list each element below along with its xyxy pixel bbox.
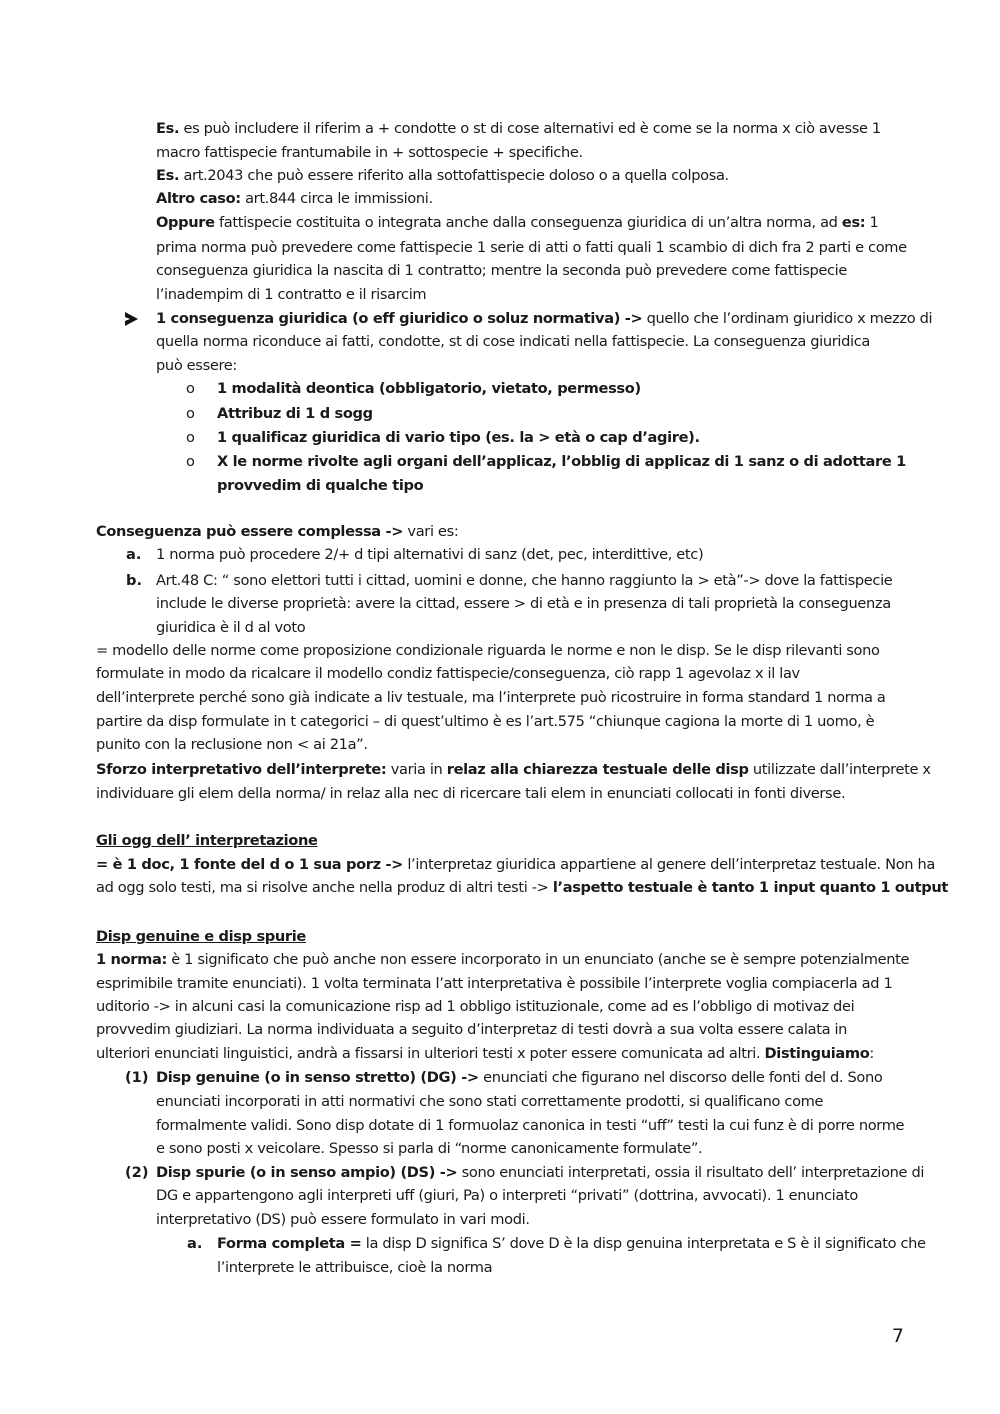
list-marker: (2) [125, 1164, 149, 1181]
text-line: DG e appartengono agli interpreti uff (giuri, Pa) o interpreti “privati” (dottrina, avvocati). 1 enunciato [156, 1187, 858, 1204]
text-line: = modello delle norme come proposizione condizionale riguarda le norme e non le disp. Se le disp rilevanti sono [96, 642, 880, 659]
list-item: Forma completa = la disp D significa S’ dove D è la disp genuina interpretata e S è il significato che [217, 1235, 926, 1252]
list-item: X le norme rivolte agli organi dell’applicaz, l’obblig di applicaz di 1 sanz o di adottare 1 [217, 453, 906, 470]
text-line: e sono posti x veicolare. Spesso si parla di “norme canonicamente formulate”. [156, 1140, 703, 1157]
text-line: Oppure fattispecie costituita o integrata anche dalla conseguenza giuridica di un’altra norma, ad es: 1 [156, 214, 879, 231]
text-line: provvedim giudiziari. La norma individuata a seguito d’interpretaz di testi dovrà a sua volta essere calata in [96, 1021, 848, 1038]
text-line: = è 1 doc, 1 fonte del d o 1 sua porz -> l’interpretaz giuridica appartiene al genere dell’interpretaz testuale. Non ha [96, 856, 935, 873]
text-line: l’inadempim di 1 contratto e il risarcim [156, 286, 427, 303]
section-heading: Disp genuine e disp spurie [96, 928, 306, 945]
arrow-bullet-icon [125, 309, 141, 329]
text-line: Conseguenza può essere complessa -> vari es: [96, 523, 459, 540]
text-line: quella norma riconduce ai fatti, condotte, st di cose indicati nella fattispecie. La conseguenza giuridica [156, 333, 870, 350]
text-line: uditorio -> in alcuni casi la comunicazione risp ad 1 obbligo istituzionale, come ad es l’obbligo di motivaz dei [96, 998, 855, 1015]
text-line: l’interprete le attribuisce, cioè la norma [217, 1259, 493, 1276]
text-line: giuridica è il d al voto [156, 619, 306, 636]
text-line: conseguenza giuridica la nascita di 1 contratto; mentre la seconda può prevedere come fattispecie [156, 262, 848, 279]
text-line: macro fattispecie frantumabile in + sottospecie + specifiche. [156, 144, 583, 161]
list-item: Art.48 C: “ sono elettori tutti i cittad, uomini e donne, che hanno raggiunto la > età”-> dove la fattispecie [156, 572, 893, 589]
text-line: individuare gli elem della norma/ in relaz alla nec di ricercare tali elem in enunciati collocati in fonti diverse. [96, 785, 846, 802]
text-line: formulate in modo da ricalcare il modello condiz fattispecie/conseguenza, ciò rapp 1 agevolaz x il lav [96, 665, 800, 682]
text-line: include le diverse proprietà: avere la cittad, essere > di età e in presenza di tali proprietà la conseguenza [156, 595, 891, 612]
list-marker: a. [126, 546, 142, 563]
list-item: 1 qualificaz giuridica di vario tipo (es. la > età o cap d’agire). [217, 429, 700, 446]
circle-bullet-icon: o [186, 405, 195, 422]
text-line: formalmente validi. Sono disp dotate di 1 formuolaz canonica in testi “uff” testi la cui funz è di porre norme [156, 1117, 905, 1134]
text-line: esprimibile tramite enunciati). 1 volta terminata l’att interpretativa è possibile l’interprete voglia compiacerla ad 1 [96, 975, 893, 992]
circle-bullet-icon: o [186, 453, 195, 470]
list-marker: a. [187, 1235, 203, 1252]
list-item: 1 modalità deontica (obbligatorio, vietato, permesso) [217, 380, 641, 397]
text-line: dell’interprete perché sono già indicate a liv testuale, ma l’interprete può ricostruire in forma standard 1 norma a [96, 689, 886, 706]
text-line: prima norma può prevedere come fattispecie 1 serie di atti o fatti quali 1 scambio di dich fra 2 parti e come [156, 239, 907, 256]
list-item: 1 norma può procedere 2/+ d tipi alternativi di sanz (det, pec, interdittive, etc) [156, 546, 704, 563]
text-line: Es. art.2043 che può essere riferito alla sottofattispecie doloso o a quella colposa. [156, 167, 729, 184]
text-line: 1 conseguenza giuridica (o eff giuridico o soluz normativa) -> quello che l’ordinam giuridico x mezzo di [156, 310, 933, 327]
text-line: ulteriori enunciati linguistici, andrà a fissarsi in ulteriori testi x poter essere comunicata ad altri. Distinguiamo: [96, 1045, 874, 1062]
page-number: 7 [891, 1325, 904, 1347]
text-line: partire da disp formulate in t categorici – di quest’ultimo è es l’art.575 “chiunque cagiona la morte di 1 uomo, è [96, 713, 875, 730]
list-item: Disp spurie (o in senso ampio) (DS) -> sono enunciati interpretati, ossia il risultato dell’ interpretazione di [156, 1164, 925, 1181]
text-line: Sforzo interpretativo dell’interprete: varia in relaz alla chiarezza testuale delle disp utilizzate dall’interprete x [96, 761, 931, 778]
text-line: può essere: [156, 357, 237, 374]
list-marker: b. [126, 572, 142, 589]
list-item: Attribuz di 1 d sogg [217, 405, 373, 422]
list-item: provvedim di qualche tipo [217, 477, 424, 494]
text-line: 1 norma: è 1 significato che può anche non essere incorporato in un enunciato (anche se è sempre potenzialmente [96, 951, 910, 968]
circle-bullet-icon: o [186, 429, 195, 446]
text-line: punito con la reclusione non < ai 21a”. [96, 736, 368, 753]
section-heading: Gli ogg dell’ interpretazione [96, 832, 318, 849]
text-line: ad ogg solo testi, ma si risolve anche nella produz di altri testi -> l’aspetto testuale è tanto 1 input quanto 1 output [96, 879, 948, 896]
text-line: interpretativo (DS) può essere formulato in vari modi. [156, 1211, 530, 1228]
list-marker: (1) [125, 1069, 149, 1086]
circle-bullet-icon: o [186, 380, 195, 397]
text-line: Altro caso: art.844 circa le immissioni. [156, 190, 433, 207]
list-item: Disp genuine (o in senso stretto) (DG) -> enunciati che figurano nel discorso delle fonti del d. Sono [156, 1069, 883, 1086]
text-line: Es. es può includere il riferim a + condotte o st di cose alternativi ed è come se la norma x ciò avesse 1 [156, 120, 881, 137]
text-line: enunciati incorporati in atti normativi che sono stati correttamente prodotti, si qualificano come [156, 1093, 824, 1110]
